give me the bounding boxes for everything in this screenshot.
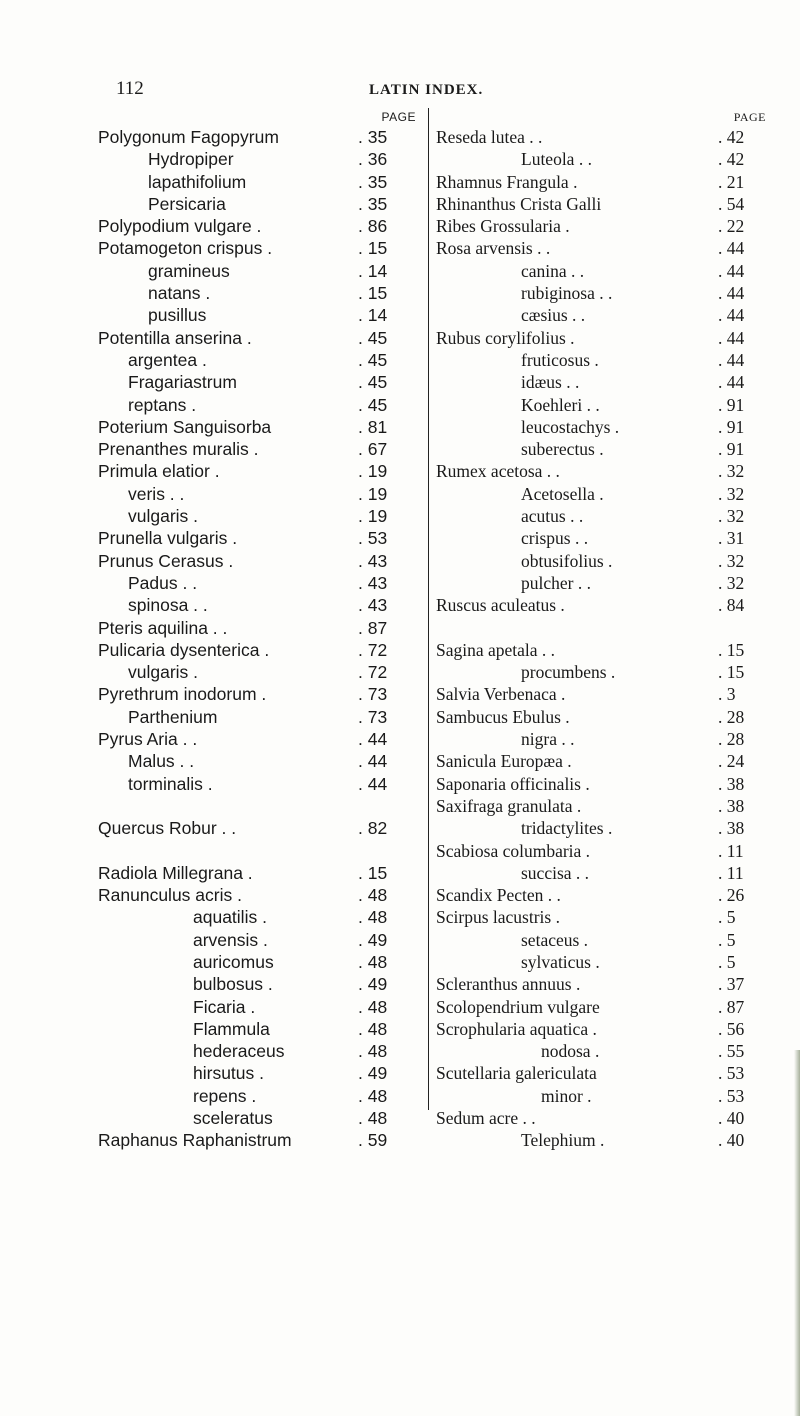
entry-name: reptans . <box>128 394 197 415</box>
index-entry <box>436 327 766 349</box>
index-entry <box>98 617 420 639</box>
entry-name: Pyrethrum inodorum . <box>98 684 267 705</box>
right-column-head <box>436 110 766 126</box>
index-entry <box>436 951 766 973</box>
entry-name: rubiginosa . . <box>521 283 613 304</box>
entry-page: . 38 <box>718 795 745 816</box>
entry-name: Sanicula Europæa . <box>436 751 572 772</box>
entry-name: tridactylites . <box>521 818 613 839</box>
left-column-head <box>98 110 420 126</box>
entry-name: Ribes Grossularia . <box>436 216 570 237</box>
entry-page: . 84 <box>718 595 745 616</box>
entry-page: . 22 <box>718 216 745 237</box>
page-edge-shadow <box>794 1050 800 1416</box>
page-number: 112 <box>116 78 144 99</box>
entry-page: . 15 <box>358 283 388 304</box>
entry-name: Hydropiper <box>148 149 234 170</box>
index-entry <box>98 483 420 505</box>
index-entry <box>436 773 766 795</box>
entry-page: . 86 <box>358 216 388 237</box>
entry-name: pusillus <box>148 305 207 326</box>
entry-page: . 40 <box>718 1108 745 1129</box>
entry-name: nodosa . <box>541 1041 600 1062</box>
index-entry <box>436 1129 766 1151</box>
entry-page: . 40 <box>718 1130 745 1151</box>
entry-page: . 43 <box>358 572 388 593</box>
entry-name: Scutellaria galericulata <box>436 1063 597 1084</box>
entry-name: torminalis . <box>128 773 213 794</box>
blank-row <box>98 795 420 817</box>
index-entry <box>98 193 420 215</box>
index-entry <box>436 594 766 616</box>
running-title: LATIN INDEX. <box>369 82 484 98</box>
entry-name: Raphanus Raphanistrum <box>98 1130 292 1151</box>
index-entry <box>98 862 420 884</box>
entry-page: . 44 <box>718 260 745 281</box>
entry-page: . 73 <box>358 706 388 727</box>
index-entry <box>98 1129 420 1151</box>
entry-name: Poterium Sanguisorba <box>98 416 272 437</box>
entry-page: . 42 <box>718 127 745 147</box>
entry-page: . 5 <box>718 929 736 950</box>
index-entry <box>98 639 420 661</box>
entry-page: . 15 <box>718 662 745 683</box>
index-entry <box>98 505 420 527</box>
entry-page: . 45 <box>358 372 388 393</box>
entry-page: . 32 <box>718 461 745 482</box>
entry-page: . 53 <box>358 528 388 549</box>
index-entry <box>98 973 420 995</box>
entry-page: . 45 <box>358 327 388 348</box>
index-entry <box>436 483 766 505</box>
index-entry <box>98 237 420 259</box>
index-entry <box>98 416 420 438</box>
entry-page: . 44 <box>718 349 745 370</box>
entry-name: vulgaris . <box>128 506 199 527</box>
index-entry <box>98 349 420 371</box>
index-entry <box>436 282 766 304</box>
entry-page: . 11 <box>718 862 744 883</box>
entry-name: Persicaria <box>148 193 226 214</box>
entry-name: Ruscus aculeatus . <box>436 595 565 616</box>
entry-page: . 14 <box>358 305 388 326</box>
index-entry <box>98 327 420 349</box>
entry-name: Primula elatior . <box>98 461 220 482</box>
entry-page: . 53 <box>718 1063 745 1084</box>
index-entry <box>436 929 766 951</box>
entry-name: pulcher . . <box>521 572 591 593</box>
index-entry <box>436 304 766 326</box>
entry-name: Potamogeton crispus . <box>98 238 273 259</box>
index-entry <box>98 1018 420 1040</box>
entry-name: Pyrus Aria . . <box>98 729 198 750</box>
entry-name: Scrophularia aquatica . <box>436 1018 597 1039</box>
entry-name: natans . <box>148 283 211 304</box>
entry-name: Rosa arvensis . . <box>436 238 551 259</box>
index-entry <box>98 460 420 482</box>
entry-name: Acetosella . <box>521 483 604 504</box>
index-entry <box>436 728 766 750</box>
index-entry <box>98 817 420 839</box>
entry-page: . 44 <box>718 238 745 259</box>
entry-page: . 44 <box>358 729 388 750</box>
entry-page: . 43 <box>358 550 388 571</box>
index-entry <box>436 706 766 728</box>
index-entry <box>436 817 766 839</box>
entry-name: Telephium . <box>521 1130 605 1151</box>
entry-page: . 24 <box>718 751 745 772</box>
index-entry <box>98 304 420 326</box>
entry-name: Rubus corylifolius . <box>436 327 575 348</box>
entry-page: . 44 <box>718 305 745 326</box>
entry-page: . 54 <box>718 193 745 214</box>
entry-page: . 48 <box>358 1041 388 1062</box>
entry-name: Potentilla anserina . <box>98 327 252 348</box>
index-entry <box>98 951 420 973</box>
index-entry <box>98 728 420 750</box>
entry-page: . 19 <box>358 483 388 504</box>
entry-page: . 31 <box>718 528 745 549</box>
entry-page: . 37 <box>718 974 745 995</box>
entry-page: . 48 <box>358 885 388 906</box>
entry-page: . 15 <box>718 639 745 660</box>
column-divider <box>428 108 429 1110</box>
entry-page: . 15 <box>358 862 388 883</box>
index-entry <box>98 661 420 683</box>
entry-page: . 87 <box>358 617 388 638</box>
index-entry <box>436 572 766 594</box>
entry-name: Salvia Verbenaca . <box>436 684 566 705</box>
entry-page: . 48 <box>358 951 388 972</box>
entry-page: . 44 <box>718 372 745 393</box>
entry-page: . 59 <box>358 1130 388 1151</box>
entry-name: setaceus . <box>521 929 589 950</box>
index-entry <box>98 1085 420 1107</box>
index-entry <box>436 371 766 393</box>
index-entry <box>436 795 766 817</box>
entry-name: cæsius . . <box>521 305 586 326</box>
entry-name: hederaceus <box>193 1041 285 1062</box>
entry-page: . 14 <box>358 260 388 281</box>
entry-page: . 67 <box>358 439 388 460</box>
index-entry <box>98 1107 420 1129</box>
entry-page: . 91 <box>718 394 745 415</box>
index-entry <box>436 862 766 884</box>
entry-name: vulgaris . <box>128 662 199 683</box>
index-entry <box>98 1040 420 1062</box>
blank-row <box>436 617 766 639</box>
index-entry <box>98 906 420 928</box>
index-entry <box>436 148 766 170</box>
index-entry <box>98 929 420 951</box>
entry-name: Ranunculus acris . <box>98 885 242 906</box>
entry-page: . 55 <box>718 1041 745 1062</box>
entry-page: . 48 <box>358 907 388 928</box>
entry-name: Rumex acetosa . . <box>436 461 560 482</box>
entry-name: Fragariastrum <box>128 372 237 393</box>
entry-name: Polygonum Fagopyrum <box>98 127 279 147</box>
entry-page: . 38 <box>718 773 745 794</box>
entry-name: acutus . . <box>521 506 584 527</box>
entry-page: . 32 <box>718 572 745 593</box>
entry-name: Saxifraga granulata . <box>436 795 582 816</box>
index-entry <box>436 1062 766 1084</box>
entry-name: veris . . <box>128 483 185 504</box>
entry-name: Scabiosa columbaria . <box>436 840 591 861</box>
entry-page: . 87 <box>718 996 745 1017</box>
entry-name: leucostachys . <box>521 416 620 437</box>
page-column-label: PAGE <box>381 110 416 124</box>
entry-name: succisa . . <box>521 862 590 883</box>
entry-name: Reseda lutea . . <box>436 127 543 147</box>
entry-page: . 11 <box>718 840 744 861</box>
index-entry <box>98 594 420 616</box>
entry-page: . 81 <box>358 416 388 437</box>
index-entry <box>436 884 766 906</box>
entry-name: auricomus <box>193 951 274 972</box>
index-entry <box>436 260 766 282</box>
entry-name: Malus . . <box>128 751 195 772</box>
entry-page: . 44 <box>358 751 388 772</box>
entry-page: . 43 <box>358 595 388 616</box>
index-entry <box>436 171 766 193</box>
entry-name: procumbens . <box>521 662 616 683</box>
entry-name: obtusifolius . <box>521 550 613 571</box>
index-entry <box>436 661 766 683</box>
entry-name: crispus . . <box>521 528 589 549</box>
index-entry <box>436 126 766 148</box>
index-entry <box>98 773 420 795</box>
index-entry <box>98 371 420 393</box>
entry-name: Sagina apetala . . <box>436 639 556 660</box>
entry-page: . 72 <box>358 639 388 660</box>
index-entry <box>436 639 766 661</box>
entry-page: . 45 <box>358 349 388 370</box>
entry-page: . 73 <box>358 684 388 705</box>
entry-name: Flammula <box>193 1018 270 1039</box>
index-entry <box>98 683 420 705</box>
index-entry <box>98 884 420 906</box>
entry-name: Ficaria . <box>193 996 256 1017</box>
index-entry <box>98 260 420 282</box>
entry-name: hirsutus . <box>193 1063 264 1084</box>
entry-page: . 48 <box>358 1085 388 1106</box>
right-index-column <box>436 110 766 1152</box>
index-entry <box>98 171 420 193</box>
index-entry <box>436 973 766 995</box>
index-entry <box>436 394 766 416</box>
entry-page: . 44 <box>358 773 388 794</box>
entry-page: . 28 <box>718 706 745 727</box>
page-header <box>0 78 800 108</box>
entry-page: . 26 <box>718 885 745 906</box>
entry-page: . 32 <box>718 483 745 504</box>
entry-name: spinosa . . <box>128 595 208 616</box>
entry-name: bulbosus . <box>193 974 273 995</box>
index-entry <box>98 148 420 170</box>
entry-page: . 49 <box>358 974 388 995</box>
entry-page: . 35 <box>358 193 388 214</box>
entry-name: arvensis . <box>193 929 268 950</box>
entry-page: . 3 <box>718 684 736 705</box>
entry-page: . 28 <box>718 729 745 750</box>
entry-page: . 21 <box>718 171 745 192</box>
index-entry <box>436 193 766 215</box>
entry-name: idæus . . <box>521 372 580 393</box>
entry-page: . 42 <box>718 149 745 170</box>
entry-page: . 48 <box>358 996 388 1017</box>
entry-page: . 19 <box>358 461 388 482</box>
index-entry <box>436 1085 766 1107</box>
entry-name: repens . <box>193 1085 257 1106</box>
entry-page: . 32 <box>718 506 745 527</box>
index-entry <box>436 840 766 862</box>
entry-name: Scolopendrium vulgare <box>436 996 600 1017</box>
entry-page: . 53 <box>718 1085 745 1106</box>
entry-page: . 56 <box>718 1018 745 1039</box>
entry-page: . 48 <box>358 1018 388 1039</box>
entry-page: . 45 <box>358 394 388 415</box>
entry-name: Saponaria officinalis . <box>436 773 590 794</box>
entry-page: . 5 <box>718 951 736 972</box>
index-entry <box>98 282 420 304</box>
index-entry <box>436 750 766 772</box>
index-entry <box>436 906 766 928</box>
entry-page: . 91 <box>718 439 745 460</box>
entry-page: . 44 <box>718 327 745 348</box>
entry-name: Rhamnus Frangula . <box>436 171 578 192</box>
entry-name: nigra . . <box>521 729 575 750</box>
index-entry <box>436 1040 766 1062</box>
index-entry <box>436 1018 766 1040</box>
entry-name: Padus . . <box>128 572 198 593</box>
entry-name: canina . . <box>521 260 585 281</box>
entry-name: Sedum acre . . <box>436 1108 536 1129</box>
index-entry <box>98 996 420 1018</box>
entry-name: Radiola Millegrana . <box>98 862 253 883</box>
entry-name: Prunella vulgaris . <box>98 528 238 549</box>
entry-name: Pteris aquilina . . <box>98 617 228 638</box>
entry-page: . 19 <box>358 506 388 527</box>
entry-name: Pulicaria dysenterica . <box>98 639 270 660</box>
index-entry <box>98 438 420 460</box>
index-entry <box>436 505 766 527</box>
entry-name: argentea . <box>128 349 207 370</box>
index-entry <box>98 527 420 549</box>
entry-page: . 82 <box>358 818 388 839</box>
entry-name: Scandix Pecten . . <box>436 885 561 906</box>
entry-name: Rhinanthus Crista Galli <box>436 193 602 214</box>
entry-name: Prunus Cerasus . <box>98 550 234 571</box>
index-entry <box>98 1062 420 1084</box>
index-entry <box>436 416 766 438</box>
entry-name: sceleratus <box>193 1108 273 1129</box>
entry-name: gramineus <box>148 260 230 281</box>
entry-name: Quercus Robur . . <box>98 818 237 839</box>
index-entry <box>98 215 420 237</box>
entry-name: Luteola . . <box>521 149 592 170</box>
index-entry <box>436 527 766 549</box>
entry-name: lapathifolium <box>148 171 247 192</box>
entry-name: Koehleri . . <box>521 394 600 415</box>
entry-page: . 5 <box>718 907 736 928</box>
entry-name: Prenanthes muralis . <box>98 439 259 460</box>
index-entry <box>436 996 766 1018</box>
index-entry <box>98 394 420 416</box>
entry-page: . 38 <box>718 818 745 839</box>
entry-page: . 72 <box>358 662 388 683</box>
left-index-column <box>98 110 420 1152</box>
index-entry <box>98 750 420 772</box>
entry-page: . 49 <box>358 1063 388 1084</box>
blank-row <box>98 840 420 862</box>
index-entry <box>436 349 766 371</box>
index-entry <box>98 706 420 728</box>
entry-name: Sambucus Ebulus . <box>436 706 570 727</box>
entry-page: . 35 <box>358 171 388 192</box>
index-entry <box>436 683 766 705</box>
entry-page: . 35 <box>358 127 388 147</box>
index-entry <box>98 572 420 594</box>
index-entry <box>98 126 420 148</box>
entry-page: . 15 <box>358 238 388 259</box>
index-entry <box>436 438 766 460</box>
entry-page: . 36 <box>358 149 388 170</box>
entry-page: . 49 <box>358 929 388 950</box>
entry-page: . 91 <box>718 416 745 437</box>
entry-name: fruticosus . <box>521 349 599 370</box>
entry-name: Scleranthus annuus . <box>436 974 581 995</box>
entry-name: Parthenium <box>128 706 218 727</box>
entry-page: . 32 <box>718 550 745 571</box>
entry-name: minor . <box>541 1085 592 1106</box>
entry-name: aquatilis . <box>193 907 267 928</box>
entry-page: . 44 <box>718 283 745 304</box>
entry-page: . 48 <box>358 1108 388 1129</box>
index-entry <box>436 1107 766 1129</box>
entry-name: suberectus . <box>521 439 604 460</box>
index-entry <box>436 550 766 572</box>
index-entry <box>436 460 766 482</box>
index-entry <box>98 550 420 572</box>
page-column-label: PAGE <box>733 110 766 124</box>
entry-name: Scirpus lacustris . <box>436 907 560 928</box>
entry-name: sylvaticus . <box>521 951 600 972</box>
entry-name: Polypodium vulgare . <box>98 216 262 237</box>
index-entry <box>436 237 766 259</box>
index-entry <box>436 215 766 237</box>
